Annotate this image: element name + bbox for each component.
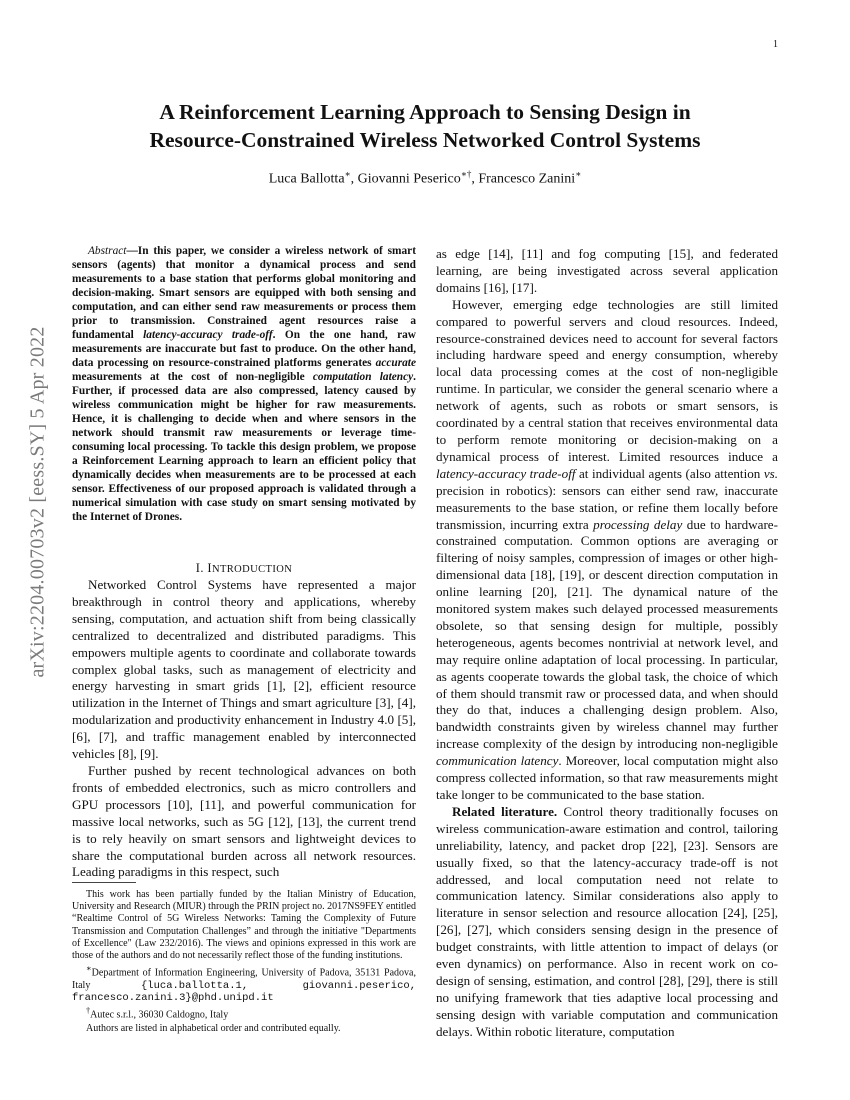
author-3-mark: ∗ bbox=[575, 169, 582, 179]
intro-paragraph-2: Further pushed by recent technological advances on both fronts of embedded electronics, such as micro controllers and GPU processors [10], [11], and powerful communication for massive local networks, such as 5G [12], [13], the current trend is to rely heavily on smart sensors and lightweight devices to share the computational burden across all network resources. Leading paradigms in this respect, such bbox=[72, 762, 416, 880]
author-1: Luca Ballotta bbox=[268, 171, 345, 187]
footnote-mark-1: ∗ bbox=[86, 964, 92, 974]
footnote-author-order: Authors are listed in alphabetical order and contributed equally. bbox=[86, 1022, 341, 1034]
right-paragraph-2 bbox=[436, 297, 778, 804]
right-p2-emph-2: vs. bbox=[763, 465, 778, 481]
abstract-label: Abstract bbox=[88, 245, 127, 257]
page-number: 1 bbox=[773, 39, 778, 50]
section-name: NTRODUCTION bbox=[211, 564, 293, 575]
right-p2-emph-4: communication latency bbox=[436, 753, 559, 769]
right-column-body bbox=[436, 246, 778, 1041]
author-list: Luca Ballotta∗, Giovanni Peserico∗†, Francesco Zanini∗ bbox=[268, 169, 582, 187]
footnote-mark-2: † bbox=[86, 1006, 91, 1016]
author-3: Francesco Zanini bbox=[478, 171, 576, 187]
intro-paragraph-1: Networked Control Systems have represented a major breakthrough in control theory and applications, whereby sensing, computation, and actuation shift from being classically centralized to decentralized and distributed paradigms. This empowers multiple agents to coordinate and collaborate towards complex global tasks, such as management of electricity and energy harvesting in smart grids [1], [2], efficient resource utilization in the Internet of Things and smart agriculture [3], [4], modularization and productivity enhancement in Industry 4.0 [5], [6], [7], and traffic management enabled by interconnected vehicles [8], [9]. bbox=[72, 577, 416, 762]
abstract-dash: — bbox=[126, 245, 138, 257]
right-p2-text-c: precision in robotics): sensors can either send raw, inaccurate measurements to the base station, or refine them locally before transmission, incurring extra bbox=[436, 482, 778, 532]
footnote-affiliation-2-text: Autec s.r.l., 36030 Caldogno, Italy bbox=[90, 1009, 229, 1021]
right-p3-text: Control theory traditionally focuses on wireless communication-aware estimation and control, tailoring unreliability, latency, and packet drop [22], [23]. Sensors are usually fixed, so that the latency-accuracy trade-off is not addressed, and local computation need not relate to communication latency. Similar considerations also apply to literature in sensor selection and resource allocation [24], [25], [26], [27], which considers sensing design in the presence of budget constraints, with little attention to impact of delays (or even dynamics) on performance. Also in recent work on co-design of sensing, estimation, and control [28], [29], there is still no unifying framework that ties adaptive local processing and sensing design with variable computation and communication delays. Within robotic literature, computation bbox=[436, 803, 778, 1039]
footnote-affiliation-1 bbox=[72, 963, 416, 1004]
author-2: Giovanni Peserico bbox=[357, 171, 461, 187]
section-heading-introduction bbox=[72, 561, 416, 576]
abstract-text-1: In this paper, we consider a wireless network of smart sensors (agents) that monitor a dynamical process and send measurements to a base station that performs global monitoring and decision-making. Smart sensors are equipped with both sensing and computation, and can either send raw measurements or process them prior to transmission. Constrained agent resources raise a fundamental bbox=[72, 245, 416, 341]
abstract-emph-1: latency-accuracy trade-off bbox=[143, 329, 273, 341]
right-p2-text-d: due to hardware-constrained computation. Common options are averaging or filtering of noisy samples, compression of images or other high-dimensional data [18], [19], or descent direction computation in online learning [20], [21]. The dynamical nature of the monitored system makes such delayed processed measurements obsolete, so that sensing design for multiple, possibly heterogeneous, agents becomes nontrivial at network level, and may require online adaptation of local processing. In particular, as agents cooperate towards the global task, the choice of which of them should transmit raw or processed data, and when should they do that, induces a challenging design problem. Also, bandwidth constraints given by wireless channel may further increase complexity of the design by introducing non-negligible bbox=[436, 516, 778, 752]
footnote-rule bbox=[72, 882, 136, 883]
abstract-emph-2: accurate bbox=[375, 357, 416, 369]
footnote-emails: {luca.ballotta.1, giovanni.peserico, francesco.zanini.3}@phd.unipd.it bbox=[72, 979, 417, 1004]
abstract bbox=[72, 244, 416, 524]
abstract-emph-3: computation latency bbox=[312, 371, 414, 383]
abstract-text-2: . On the one hand, raw measurements are inaccurate but fast to produce. On the other hand, data processing on resource-constrained platforms generates bbox=[72, 329, 416, 369]
footnote-affiliation-1-text: Department of Information Engineering, University of Padova, 35131 Padova, Italy bbox=[72, 967, 416, 991]
footnote-affiliation-2 bbox=[72, 1005, 416, 1022]
right-paragraph-3 bbox=[436, 804, 778, 1041]
related-literature-lead: Related literature. bbox=[452, 803, 558, 819]
abstract-text-3: measurements at the cost of non-negligible bbox=[72, 371, 313, 383]
arxiv-identifier-stamp bbox=[12, 292, 64, 712]
footnote-funding: This work has been partially funded by the Italian Ministry of Education, University and Research (MIUR) through the PRIN project no. 2017NS9FEY entitled “Realtime Control of 5G Wireless Networks: Taming the Complexity of Future Transmission and Computation Challenges” and through the initiative "Departments of Excellence" (Law 232/2016). The views and opinions expressed in this work are those of the authors and do not necessarily reflect those of the funding institutions. bbox=[72, 889, 416, 962]
abstract-text-4: . Further, if processed data are also compressed, latency caused by wireless communication might be higher for raw measurements. Hence, it is challenging to decide when and where sensors in the network should transmit raw measurements or leverage time-consuming local processing. To tackle this design problem, we propose a Reinforcement Learning approach to learn an efficient policy that dynamically decides when measurements are to be processed at each sensor. Effectiveness of our proposed approach is validated through a numerical simulation with case study on smart sensing motivated by the Internet of Drones. bbox=[72, 371, 416, 523]
right-paragraph-1: as edge [14], [11] and fog computing [15], and federated learning, are being investigated across several application domains [16], [17]. bbox=[436, 246, 778, 295]
paper-title bbox=[100, 98, 750, 154]
introduction-body bbox=[72, 577, 416, 881]
right-p2-emph-1: latency-accuracy trade-off bbox=[436, 465, 576, 481]
author-2-mark: ∗† bbox=[460, 169, 472, 179]
right-p2-text-a: However, emerging edge technologies are still limited compared to powerful servers and cloud resources. Indeed, resource-constrained devices need to account for several factors including hardware speed and energy consumption, whereby local data processing comes at the cost of non-negligible runtime. In particular, we consider the general scenario where a network of agents, such as robots or smart sensors, is coordinated by a central station that receives environmental data to perform remote monitoring or decision-making on a dynamical process of interest. Limited resources induce a bbox=[436, 296, 778, 464]
footnotes bbox=[72, 889, 416, 1036]
title-line-2: Resource-Constrained Wireless Networked Control Systems bbox=[149, 128, 701, 152]
right-p2-text-b: at individual agents (also attention bbox=[575, 465, 764, 481]
right-p2-text-e: . Moreover, local computation might also compress collected information, so that raw measurements might take longer to be communicated to the base station. bbox=[436, 753, 778, 802]
title-line-1: A Reinforcement Learning Approach to Sensing Design in bbox=[159, 100, 691, 124]
section-numeral: I. I bbox=[195, 561, 212, 575]
arxiv-identifier-text: arXiv:2204.00703v2 [eess.SY] 5 Apr 2022 bbox=[26, 326, 49, 678]
right-p2-emph-3: processing delay bbox=[593, 516, 683, 532]
author-1-mark: ∗ bbox=[344, 169, 351, 179]
